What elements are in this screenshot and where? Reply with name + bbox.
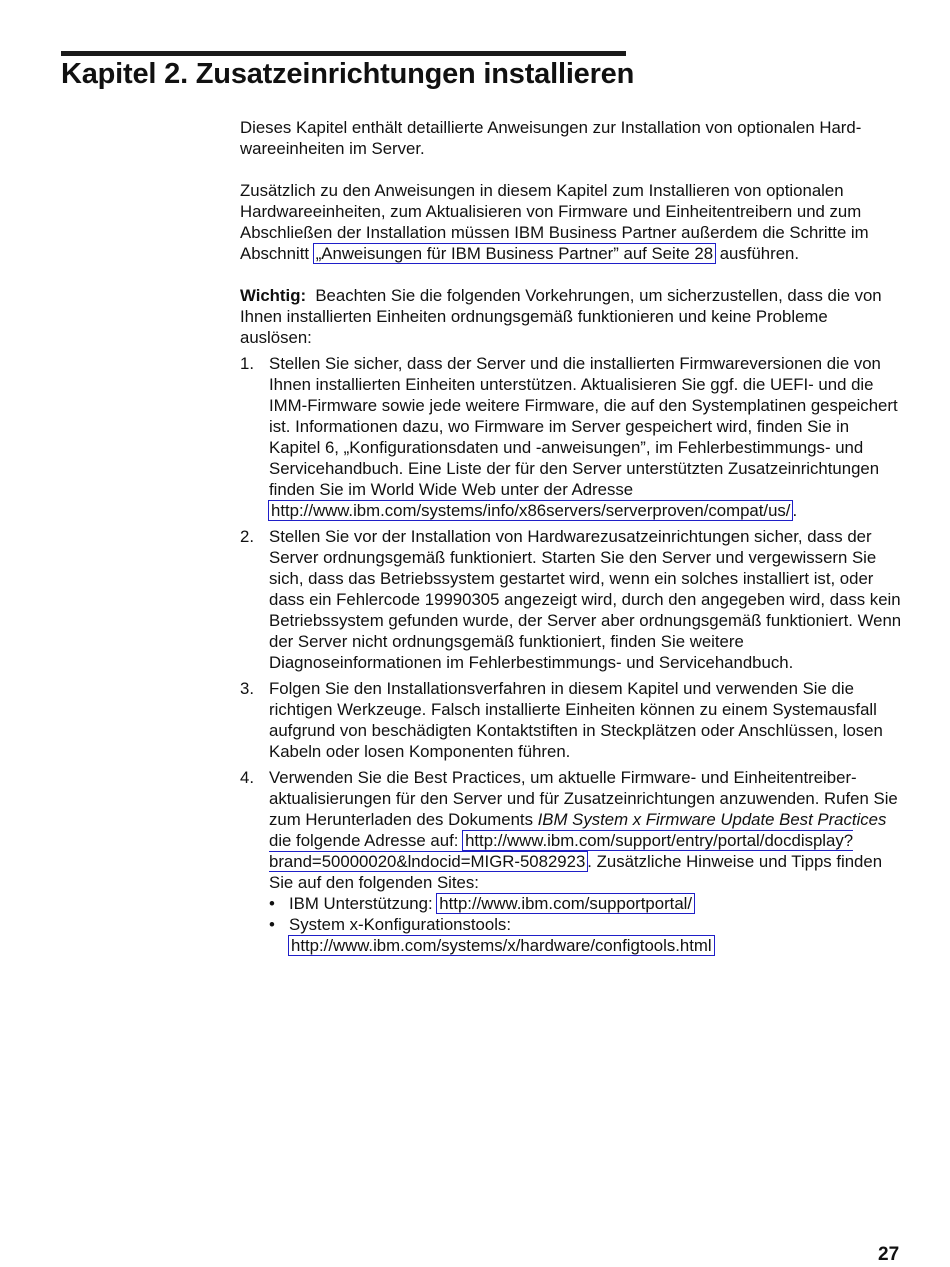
site-label: System x-Konfigurationstools:: [289, 915, 511, 934]
step-text: Folgen Sie den Installationsverfahren in diesem Kapitel und verwenden Sie die richtigen Werkzeuge. Falsch installierte Einheiten können zu einem Systemausfall aufgrund von beschädigten Kontaktstiften in Steckplätzen oder Anschlüssen, losen Kabeln oder losen Komponenten führen.: [269, 679, 883, 761]
best-practices-link[interactable]: http://www.ibm.com/support/entry/portal/docdisplay?brand=50000020&lndocid=MIGR-5082923: [269, 831, 854, 871]
bullet: •: [269, 894, 275, 913]
partner-paragraph: [240, 180, 903, 264]
document-title: IBM System x Firmware Update Best Practices: [537, 810, 887, 829]
precaution-list: [240, 353, 903, 956]
support-portal-link[interactable]: http://www.ibm.com/supportportal/: [436, 893, 695, 914]
list-item: [240, 678, 903, 762]
title-rule: [61, 51, 626, 56]
site-item: [269, 893, 903, 914]
sites-list: [269, 893, 903, 956]
step-number: 4.: [240, 768, 254, 787]
step-text-end: . Zusätzliche Hinweise und Tipps finden Sie auf den folgenden Sites:: [269, 852, 883, 892]
partner-text: Zusätzlich zu den Anweisungen in diesem Kapitel zum Installieren von optionalen Hardwareeinheiten, zum Aktualisieren von Firmware und Einheitentreibern und zum Abschließen der Installation müssen IBM Business Partner außerdem die Schritte im Abschnitt: [240, 181, 869, 263]
list-item: [240, 353, 903, 521]
bullet: •: [269, 915, 275, 934]
step-text: die folgende Adresse auf:: [269, 831, 464, 850]
step-number: 2.: [240, 527, 254, 546]
step-text-end: .: [792, 501, 798, 520]
page-number: 27: [878, 1244, 900, 1265]
chapter-title: Kapitel 2. Zusatzeinrichtungen installieren: [61, 58, 635, 90]
chapter-content: [240, 117, 903, 961]
partner-instructions-link[interactable]: „Anweisungen für IBM Business Partner” auf Seite 28: [313, 243, 716, 264]
list-item: [240, 526, 903, 673]
list-item: [240, 767, 903, 956]
site-label: IBM Unterstützung:: [289, 894, 438, 913]
config-tools-link[interactable]: http://www.ibm.com/systems/x/hardware/configtools.html: [288, 935, 715, 956]
partner-text-end: ausführen.: [715, 244, 800, 263]
important-text: Beachten Sie die folgenden Vorkehrungen, um sicherzustellen, dass die von Ihnen installierten Einheiten ordnungsgemäß funktionieren und keine Probleme auslösen:: [240, 286, 882, 347]
step-text: Stellen Sie sicher, dass der Server und die installierten Firmwareversionen die von Ihnen installierten Einheiten unterstützen. Aktualisieren Sie ggf. die UEFI- und die IMM-Firmware sowie jede weitere Firmware, die auf den Systemplatinen gespeichert ist. Informationen dazu, wo Firmware im Server gespeichert wird, finden Sie in Kapitel 6, „Konfigurationsdaten und -anweisungen”, im Fehlerbestimmungs- und Servicehandbuch. Eine Liste der für den Server unterstützten Zusatzeinrichtungen finden Sie im World Wide Web unter der Adresse: [269, 354, 898, 499]
step-text: Stellen Sie vor der Installation von Hardwarezusatzeinrichtungen sicher, dass der Server ordnungsgemäß funktioniert. Starten Sie den Server und vergewissern Sie sich, dass das Betriebssystem gestartet wird, wenn ein solches installiert ist, oder dass ein Fehlercode 19990305 angezeigt wird, durch den angegeben wird, dass kein Betriebssystem gefunden wurde, der Server aber ordnungsgemäß funktioniert. Wenn der Server nicht ordnungsgemäß funktioniert, finden Sie weitere Diagnoseinformationen im Fehlerbestimmungs- und Servicehandbuch.: [269, 527, 902, 672]
step-number: 1.: [240, 354, 254, 373]
serverproven-link[interactable]: http://www.ibm.com/systems/info/x86servers/serverproven/compat/us/: [268, 500, 793, 521]
important-label: Wichtig:: [240, 286, 307, 305]
intro-paragraph: Dieses Kapitel enthält detaillierte Anweisungen zur Installation von optionalen Hardwareeinheiten im Server.: [240, 118, 862, 158]
site-item: [269, 914, 903, 956]
step-number: 3.: [240, 679, 254, 698]
step-text: Verwenden Sie die Best Practices, um aktuelle Firmware- und Einheitentreiberaktualisierungen für den Server und für Zusatzeinrichtungen anzuwenden. Rufen Sie zum Herunterladen des Dokuments: [269, 768, 898, 829]
important-paragraph: [240, 285, 903, 348]
